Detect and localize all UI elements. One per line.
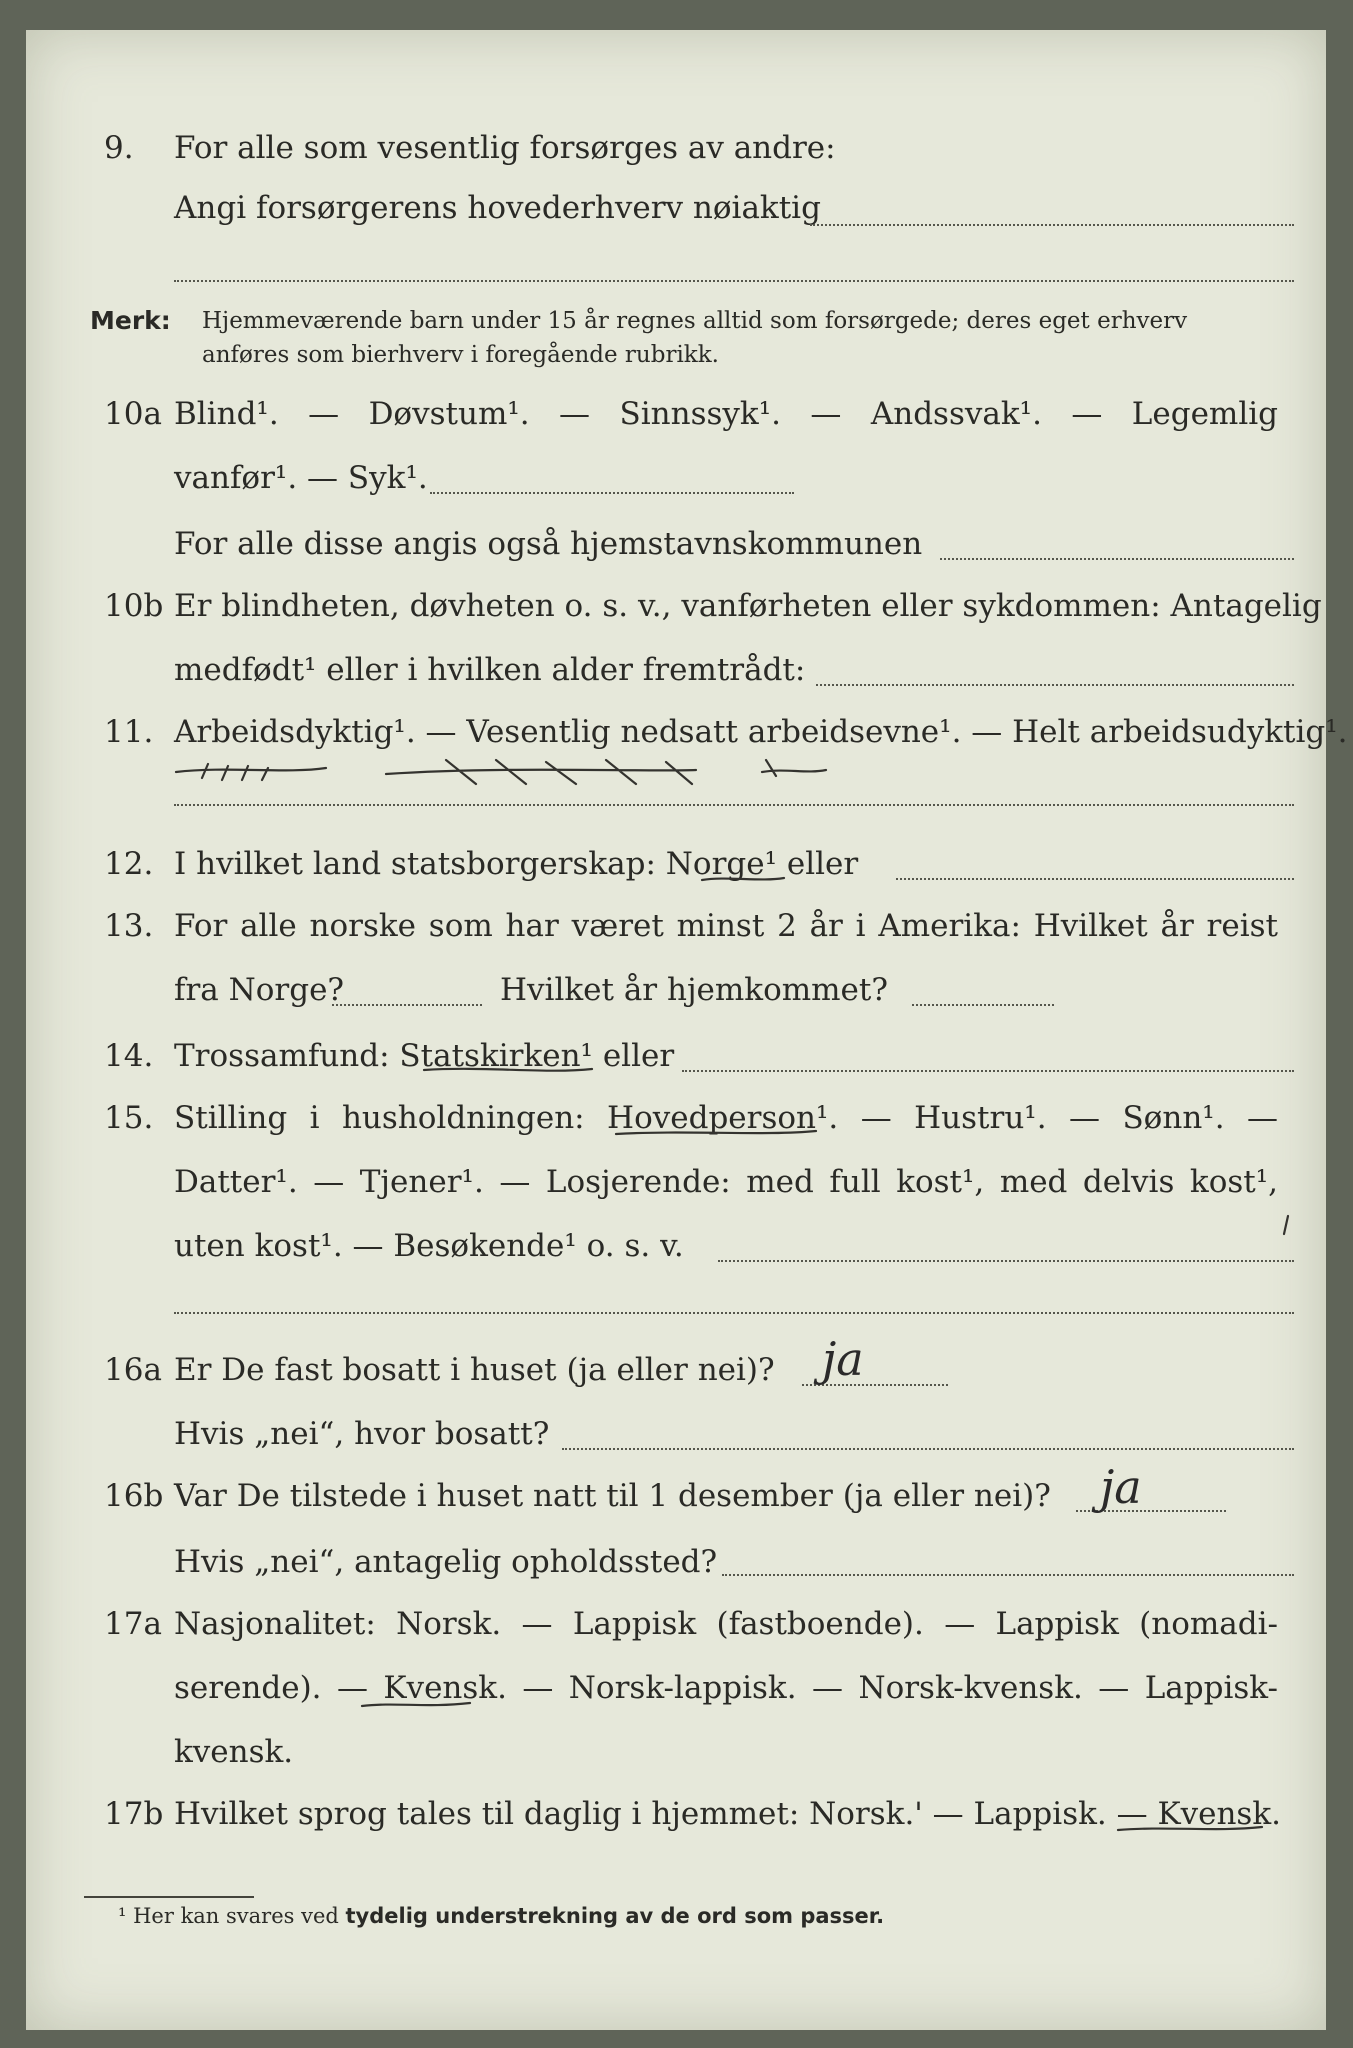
answer-line[interactable] (810, 224, 1294, 226)
answer-line[interactable] (174, 1312, 1294, 1314)
question-text: Er De fast bosatt i huset (ja eller nei)? (174, 1352, 775, 1388)
question-text: Hvilket år hjemkommet? (500, 972, 888, 1008)
question-text: fra Norge? (174, 972, 345, 1008)
question-number: 17b (104, 1796, 164, 1832)
question-12-row (26, 840, 1326, 890)
question-text: serende). — Kvensk. — Norsk-lappisk. — Norsk-kvensk. — Lappisk- (174, 1670, 1278, 1706)
question-17b-row (26, 1790, 1326, 1840)
hand-underline-arbeidsdyktig (176, 768, 326, 772)
question-10a-row (26, 390, 1326, 440)
answer-line[interactable] (896, 878, 1294, 880)
footnote-bold-text: tydelig understrekning av de ord som passer. (345, 1904, 885, 1928)
question-text: Var De tilstede i huset natt til 1 desember (ja eller nei)? (174, 1478, 1051, 1514)
question-15-row-2 (26, 1158, 1326, 1208)
question-11-row-2 (26, 782, 1326, 832)
question-text: medfødt¹ eller i hvilken alder fremtrådt: (174, 652, 806, 688)
merk-note (26, 302, 1326, 368)
question-10a-row-3 (26, 520, 1326, 570)
question-15-row (26, 1094, 1326, 1144)
answer-line[interactable] (682, 1070, 1294, 1072)
question-number: 11. (104, 714, 154, 750)
question-text: For alle som vesentlig forsørges av andre: (174, 130, 836, 166)
handwritten-answer: ja (1100, 1460, 1142, 1514)
footnote-mark: ¹ (118, 1904, 127, 1928)
merk-label: Merk: (90, 306, 171, 335)
question-text: Datter¹. — Tjener¹. — Losjerende: med full kost¹, med delvis kost¹, (174, 1164, 1278, 1200)
hand-scribble-arbeidsdyktig (202, 764, 268, 780)
footnote-text: Her kan svares ved (133, 1904, 339, 1928)
question-text: I hvilket land statsborgerskap: Norge¹ eller (174, 846, 859, 882)
census-form-page (26, 30, 1348, 2030)
question-number: 9. (104, 130, 134, 166)
question-16b-row-2 (26, 1538, 1326, 1588)
hand-cross-vesentlig (386, 760, 696, 784)
answer-line[interactable] (174, 804, 1294, 806)
question-number: 17a (104, 1606, 162, 1642)
question-text: Hvis „nei“, antagelig opholdssted? (174, 1544, 718, 1580)
question-number: 16a (104, 1352, 162, 1388)
answer-line[interactable] (722, 1574, 1294, 1576)
question-number: 13. (104, 908, 154, 944)
answer-line[interactable] (816, 684, 1294, 686)
question-17a-row-3 (26, 1728, 1326, 1778)
answer-line[interactable] (912, 1004, 1054, 1006)
answer-line[interactable] (332, 1004, 482, 1006)
handwritten-answer: ja (822, 1332, 864, 1386)
answer-line[interactable] (1076, 1510, 1226, 1512)
question-10a-row-2 (26, 454, 1326, 504)
question-number: 15. (104, 1100, 154, 1136)
question-17a-row-2 (26, 1664, 1326, 1714)
question-text: kvensk. (174, 1734, 294, 1770)
answer-line[interactable] (174, 280, 1294, 282)
question-text: Arbeidsdyktig¹. — Vesentlig nedsatt arbeidsevne¹. — Helt arbeidsudyktig¹. (174, 714, 1348, 750)
question-text: Stilling i husholdningen: Hovedperson¹. — Hustru¹. — Sønn¹. — (174, 1100, 1278, 1136)
question-text: Trossamfund: Statskirken¹ eller (174, 1038, 675, 1074)
question-17a-row (26, 1600, 1326, 1650)
question-text: Hvilket sprog tales til daglig i hjemmet: Norsk.' — Lappisk. — Kvensk. (174, 1796, 1281, 1832)
footnote-rule (84, 1896, 254, 1898)
question-text: For alle disse angis også hjemstavnskommunen (174, 526, 923, 562)
question-text: vanfør¹. — Syk¹. (174, 460, 428, 496)
question-9-row-2 (26, 184, 1326, 234)
answer-line[interactable] (430, 492, 794, 494)
question-number: 12. (104, 846, 154, 882)
question-number: 10a (104, 396, 162, 432)
hand-mark-helt (762, 760, 826, 776)
merk-text: Hjemmeværende barn under 15 år regnes alltid som forsørgede; deres eget erhverv (202, 308, 1188, 334)
question-10b-row (26, 582, 1326, 632)
question-16b-row (26, 1460, 1326, 1522)
answer-line[interactable] (940, 558, 1294, 560)
answer-line[interactable] (562, 1448, 1294, 1450)
question-text: Nasjonalitet: Norsk. — Lappisk (fastboende). — Lappisk (nomadi- (174, 1606, 1278, 1642)
question-9-row (26, 124, 1326, 174)
question-14-row (26, 1032, 1326, 1082)
question-number: 10b (104, 588, 164, 624)
question-10b-row-2 (26, 646, 1326, 696)
question-15-row-3 (26, 1222, 1326, 1272)
question-text: Angi forsørgerens hovederhverv nøiaktig (174, 190, 821, 226)
question-16a-row (26, 1332, 1326, 1396)
question-9-row-3 (26, 244, 1326, 294)
question-text: Er blindheten, døvheten o. s. v., vanførheten eller sykdommen: Antagelig (174, 588, 1322, 624)
question-text: Blind¹. — Døvstum¹. — Sinnssyk¹. — Andssvak¹. — Legemlig (174, 396, 1278, 432)
question-11-row (26, 708, 1348, 758)
question-number: 14. (104, 1038, 154, 1074)
footnote (118, 1904, 884, 1928)
question-16a-row-2 (26, 1410, 1326, 1460)
question-13-row-2 (26, 966, 1326, 1016)
question-text: For alle norske som har været minst 2 år i Amerika: Hvilket år reist (174, 908, 1278, 944)
question-text: uten kost¹. — Besøkende¹ o. s. v. (174, 1228, 684, 1264)
question-13-row (26, 902, 1326, 952)
merk-text: anføres som bierhverv i foregående rubrikk. (202, 342, 719, 368)
question-number: 16b (104, 1478, 164, 1514)
question-15-row-4 (26, 1284, 1326, 1334)
question-text: Hvis „nei“, hvor bosatt? (174, 1416, 550, 1452)
answer-line[interactable] (718, 1260, 1294, 1262)
